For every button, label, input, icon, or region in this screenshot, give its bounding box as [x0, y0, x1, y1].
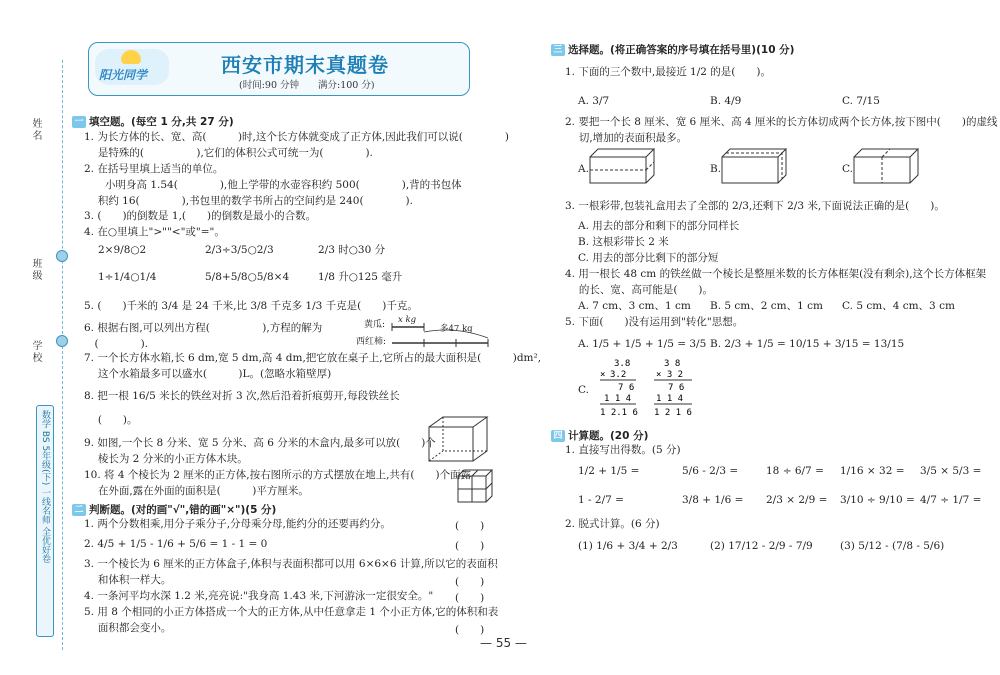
question-line: 5. ( )千米的 3/4 是 24 千米,比 3/8 千克多 1/3 千克是( )千克。: [84, 300, 418, 312]
question-line: 4. 在○里填上">""<"或"="。: [84, 226, 225, 238]
choice-option: A. 1/5 + 1/5 + 1/5 = 3/5: [578, 338, 707, 350]
choice-option: B.: [710, 163, 722, 175]
binding-hole: [56, 335, 68, 347]
cut-diagram-a: [588, 145, 660, 191]
svg-text:× 3 2: × 3 2: [656, 370, 684, 380]
svg-text:3.8: 3.8: [614, 359, 631, 369]
svg-text:1 1 4: 1 1 4: [656, 394, 684, 404]
header-banner: [88, 42, 470, 96]
calc-item: 3/8 + 1/6 =: [682, 494, 744, 506]
calc-item: (3) 5/12 - (7/8 - 5/6): [840, 540, 945, 552]
question-line: 切,增加的表面积最多。: [565, 132, 688, 144]
class-label: 班级: [30, 258, 41, 282]
section-choice-title: [551, 42, 794, 57]
question-line: 3. ( )的倒数是 1,( )的倒数是最小的合数。: [84, 210, 317, 222]
section-badge: 二: [72, 504, 86, 516]
question-line: 3. 一根彩带,包装礼盒用去了全部的 2/3,还剩下 2/3 米,下面说法正确的是( )。: [565, 200, 945, 212]
school-label: 学校: [30, 340, 41, 364]
cut-diagram-b: [720, 145, 792, 191]
svg-text:7 6: 7 6: [668, 383, 685, 393]
spine-text: 数学 BS 5年级(下) 一线名师 全优好卷: [40, 410, 50, 563]
section-badge: 三: [551, 44, 565, 56]
calc-item: 1 - 2/7 =: [578, 494, 624, 506]
sun-icon: [121, 50, 141, 64]
section-title-text: 选择题。(将正确答案的序号填在括号里)(10 分): [568, 44, 795, 56]
question-line: 3. 一个棱长为 6 厘米的正方体盒子,体积与表面积都可以用 6×6×6 计算,所以它的表面积: [84, 558, 498, 570]
question-line: 这个水箱最多可以盛水( )L。(忽略水箱壁厚): [84, 368, 332, 380]
section-fill-title: [72, 114, 234, 129]
section-title-text: 计算题。(20 分): [568, 430, 649, 442]
choice-option: B. 4/9: [710, 95, 742, 107]
choice-option: C.: [842, 163, 853, 175]
binding-margin: [0, 0, 62, 675]
choice-option: C. 5 cm、4 cm、3 cm: [842, 300, 955, 312]
compare-item: 5/8+5/8○5/8×4: [205, 271, 290, 283]
answer-blank[interactable]: ( ): [455, 540, 485, 552]
question-line: 是特殊的( ),它们的体积公式可统一为( ).: [84, 147, 373, 159]
calc-item: 1/16 × 32 =: [840, 465, 905, 477]
wooden-box-diagram: [425, 413, 493, 465]
name-label: 姓名: [30, 118, 41, 142]
svg-text:1 2.1 6: 1 2.1 6: [600, 408, 638, 418]
section-title-text: 填空题。(每空 1 分,共 27 分): [89, 116, 234, 128]
compare-item: 2×9/8○2: [98, 244, 147, 256]
svg-text:1 1 4: 1 1 4: [604, 394, 632, 404]
tape-extra-label: 多47 kg: [440, 324, 473, 334]
question-line: 1. 为长方体的长、宽、高( )时,这个长方体就变成了正方体,因此我们可以说( ): [84, 131, 509, 143]
answer-blank[interactable]: ( ): [455, 520, 485, 532]
question-line: 2. 在括号里填上适当的单位。: [84, 163, 224, 175]
question-line: 4. 用一根长 48 cm 的铁丝做一个棱长是整厘米数的长方体框架(没有剩余),这个长方体框架: [565, 268, 987, 280]
choice-option: C. 用去的部分比剩下的部分短: [578, 252, 719, 264]
tape-label-a: 黄瓜:: [364, 320, 386, 330]
question-line: 7. 一个长方体水箱,长 6 dm,宽 5 dm,高 4 dm,把它放在桌子上,它所占的最大面积是( )dm²,: [84, 352, 542, 364]
tape-x-label: x kg: [398, 315, 417, 325]
vertical-multiplication: [596, 357, 714, 421]
question-line: 的长、宽、高可能是( )。: [565, 284, 714, 296]
calc-item: 18 ÷ 6/7 =: [766, 465, 824, 477]
question-line: 小明身高 1.54( ),他上学带的水壶容积约 500( ),背的书包体: [84, 179, 462, 191]
choice-option: A.: [578, 163, 589, 175]
svg-text:1 2 1 6: 1 2 1 6: [654, 408, 692, 418]
calc-item: 4/7 ÷ 1/7 =: [920, 494, 982, 506]
sub-question: 2. 脱式计算。(6 分): [565, 518, 660, 530]
cut-diagram-c: [852, 145, 924, 191]
compare-item: 1/8 升○125 毫升: [318, 271, 403, 283]
section-calc-title: [551, 428, 648, 443]
calc-item: 3/10 ÷ 9/10 =: [840, 494, 915, 506]
question-line: 6. 根据右图,可以列出方程( ),方程的解为: [84, 322, 323, 334]
question-line: 2. 4/5 + 1/5 - 1/6 + 5/6 = 1 - 1 = 0: [84, 538, 268, 550]
exam-info: (时间:90 分钟 满分:100 分): [239, 80, 375, 91]
choice-option: A. 用去的部分和剩下的部分同样长: [578, 220, 740, 232]
question-line: ( )。: [84, 414, 138, 426]
calc-item: 5/6 - 2/3 =: [682, 465, 739, 477]
cut-line: [62, 60, 63, 650]
tape-label-b: 西红柿:: [356, 337, 387, 347]
choice-option: C.: [578, 384, 589, 396]
choice-option: A. 3/7: [578, 95, 610, 107]
calc-item: 1/2 + 1/5 =: [578, 465, 640, 477]
calc-item: 2/3 × 2/9 =: [766, 494, 828, 506]
cubes-diagram: [455, 466, 495, 504]
section-judge-title: [72, 502, 276, 517]
choice-option: B. 2/3 + 1/5 = 10/15 + 3/15 = 13/15: [710, 338, 905, 350]
section-badge: 一: [72, 116, 86, 128]
question-line: 和体积一样大。: [84, 574, 172, 586]
compare-item: 1÷1/4○1/4: [98, 271, 157, 283]
compare-item: 2/3 时○30 分: [318, 244, 386, 256]
logo-text: 阳光同学: [99, 68, 148, 82]
compare-item: 2/3÷3/5○2/3: [205, 244, 274, 256]
answer-blank[interactable]: ( ): [455, 624, 485, 636]
choice-option: B. 这根彩带长 2 米: [578, 236, 669, 248]
question-line: 棱长为 2 分米的小正方体木块。: [84, 453, 248, 465]
question-line: 2. 要把一个长 8 厘米、宽 6 厘米、高 4 厘米的长方体切成两个长方体,按下图中( )的虚线: [565, 116, 998, 128]
choice-option: B. 5 cm、2 cm、1 cm: [710, 300, 823, 312]
brand-logo: [95, 49, 169, 85]
question-line: 9. 如图,一个长 8 分米、宽 5 分米、高 6 分米的木盒内,最多可以放( )个: [84, 437, 436, 449]
sub-question: 1. 直接写出得数。(5 分): [565, 444, 681, 456]
question-line: 8. 把一根 16/5 米长的铁丝对折 3 次,然后沿着折痕剪开,每段铁丝长: [84, 390, 400, 402]
answer-blank[interactable]: ( ): [455, 576, 485, 588]
calc-item: (1) 1/6 + 3/4 + 2/3: [578, 540, 678, 552]
choice-option: C. 7/15: [842, 95, 880, 107]
book-spine: [36, 405, 54, 637]
svg-text:×: ×: [600, 370, 606, 380]
calc-item: (2) 17/12 - 2/9 - 7/9: [710, 540, 813, 552]
question-line: 面积都会变小。: [84, 622, 172, 634]
question-line: 5. 下面( )没有运用到"转化"思想。: [565, 316, 744, 328]
question-line: 1. 下面的三个数中,最接近 1/2 的是( )。: [565, 66, 771, 78]
section-badge: 四: [551, 430, 565, 442]
question-line: 10. 将 4 个棱长为 2 厘米的正方体,按右图所示的方式摆放在地上,共有( )个面露: [84, 469, 472, 481]
question-line: 5. 用 8 个相同的小正方体搭成一个大的正方体,从中任意拿走 1 个小正方体,它的体积和表: [84, 606, 499, 618]
page-title: 西安市期末真题卷: [221, 53, 389, 77]
svg-text:7 6: 7 6: [618, 383, 635, 393]
section-title-text: 判断题。(对的画"√",错的画"×")(5 分): [89, 504, 277, 516]
question-line: 1. 两个分数相乘,用分子乘分子,分母乘分母,能约分的还要再约分。: [84, 518, 391, 530]
question-line: 积约 16( ),书包里的数学书所占的空间约是 240( ).: [84, 195, 413, 207]
svg-text:3.2: 3.2: [610, 370, 627, 380]
question-line: ( ).: [84, 338, 149, 350]
tape-bars: [388, 318, 493, 354]
page-number: — 55 —: [480, 636, 527, 650]
question-line: 在外面,露在外面的面积是( )平方厘米。: [84, 485, 309, 497]
binding-hole: [56, 250, 68, 262]
answer-blank[interactable]: ( ): [455, 592, 485, 604]
choice-option: A. 7 cm、3 cm、1 cm: [578, 300, 691, 312]
question-line: 4. 一条河平均水深 1.2 米,亮亮说:"我身高 1.43 米,下河游泳一定很安全。": [84, 590, 434, 602]
calc-item: 3/5 × 5/3 =: [920, 465, 982, 477]
svg-text:3 8: 3 8: [664, 359, 681, 369]
